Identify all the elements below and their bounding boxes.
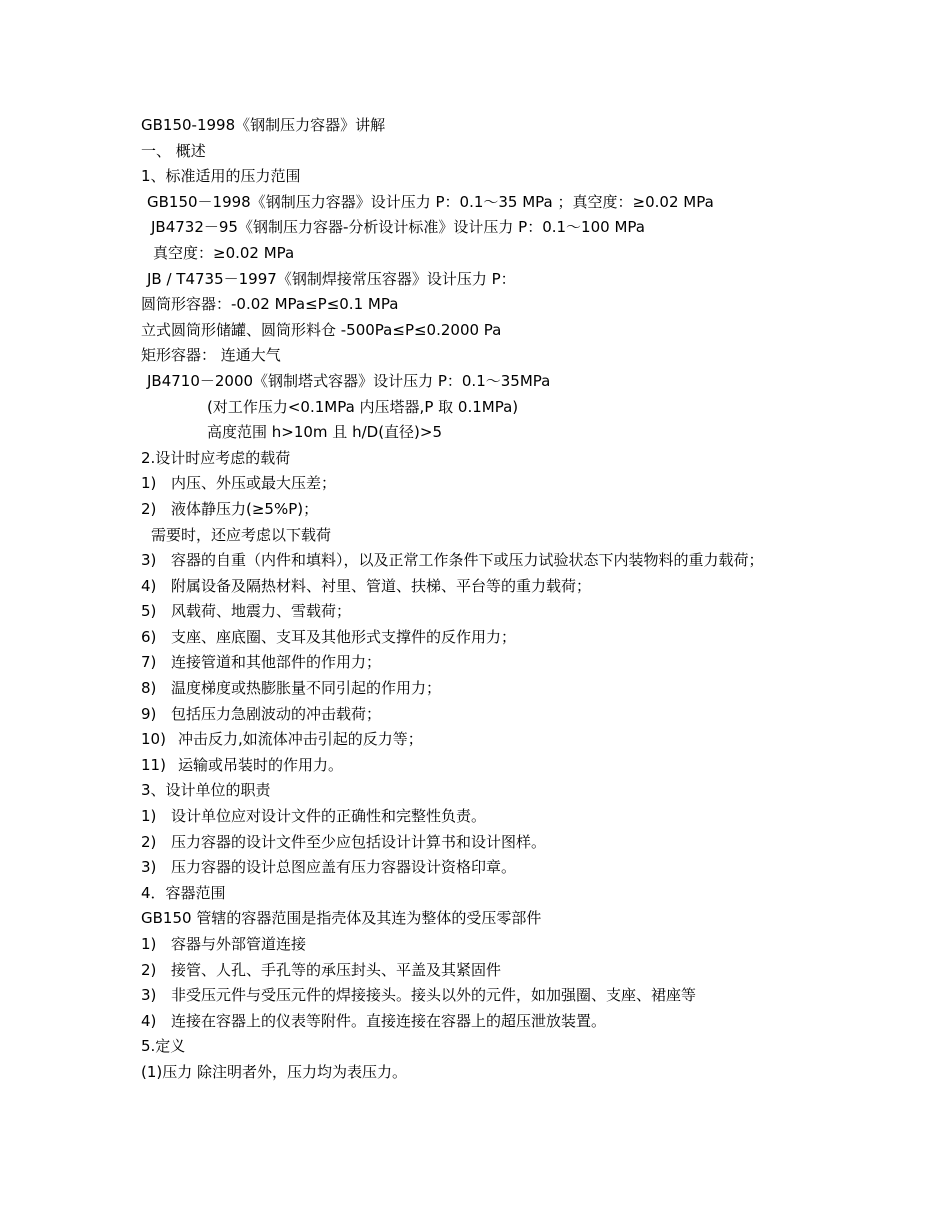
- list-item: [141, 650, 821, 676]
- list-text: 非受压元件与受压元件的焊接接头。接头以外的元件，如加强圈、支座、裙座等: [171, 986, 697, 1005]
- subsection-heading-pressure-range: 1、标准适用的压力范围: [141, 167, 301, 186]
- list-text: 冲击反力,如流体冲击引起的反力等；: [178, 730, 423, 749]
- subsection-heading-duties: 3、设计单位的职责: [141, 781, 271, 800]
- subsection-heading-loads: 2.设计时应考虑的载荷: [141, 448, 291, 467]
- list-text: 风载荷、地震力、雪载荷；: [171, 602, 352, 621]
- tower-pressure-note: (对工作压力<0.1MPa 内压塔器,P 取 0.1MPa): [207, 397, 519, 416]
- list-number: 9): [141, 704, 157, 723]
- list-item: [141, 753, 821, 779]
- list-number: 10): [141, 730, 166, 749]
- list-number: 3): [141, 986, 157, 1005]
- list-text: 压力容器的设计文件至少应包括设计计算书和设计图样。: [171, 832, 547, 851]
- tower-height-note: 高度范围 h>10m 且 h/D(直径)>5: [207, 423, 443, 442]
- standard-gb150: GB150－1998《钢制压力容器》设计压力 P：0.1～35 MPa ；真空度：≥0.02 MPa: [147, 192, 714, 211]
- list-number: 3): [141, 858, 157, 877]
- definition-pressure: (1)压力 除注明者外，压力均为表压力。: [141, 1062, 408, 1081]
- list-item: [141, 548, 821, 574]
- list-number: 6): [141, 627, 157, 646]
- list-item: [141, 574, 821, 600]
- standard-jb4710: JB4710－2000《钢制塔式容器》设计压力 P：0.1～35MPa: [147, 371, 551, 390]
- list-item: [141, 727, 821, 753]
- list-number: 7): [141, 653, 157, 672]
- list-item: [141, 497, 821, 523]
- list-item: [141, 599, 821, 625]
- list-text: 温度梯度或热膨胀量不同引起的作用力；: [171, 679, 442, 698]
- list-number: 2): [141, 832, 157, 851]
- list-text: 液体静压力(≥5%P)；: [171, 499, 319, 518]
- list-number: 1): [141, 935, 157, 953]
- list-item: [141, 958, 821, 984]
- list-number: 2): [141, 960, 157, 979]
- section-heading-overview: 一、 概述: [141, 141, 206, 160]
- standard-jb4732-vacuum: 真空度：≥0.02 MPa: [153, 243, 295, 262]
- list-text: 支座、座底圈、支耳及其他形式支撑件的反作用力；: [171, 627, 517, 646]
- list-number: 1): [141, 807, 157, 826]
- document-title: GB150-1998《钢制压力容器》讲解: [141, 116, 386, 134]
- subsection-heading-definitions: 5.定义: [141, 1037, 186, 1056]
- list-text: 附属设备及隔热材料、衬里、管道、扶梯、平台等的重力载荷；: [171, 576, 592, 595]
- list-number: 11): [141, 755, 166, 774]
- list-number: 8): [141, 679, 157, 698]
- list-number: 4): [141, 1011, 157, 1030]
- list-item: [141, 932, 821, 958]
- list-item: [141, 625, 821, 651]
- standard-jb4732: JB4732－95《钢制压力容器-分析设计标准》设计压力 P：0.1～100 MPa: [151, 218, 645, 237]
- loads-note: 需要时，还应考虑以下载荷: [151, 525, 332, 544]
- list-number: 4): [141, 576, 157, 595]
- list-text: 设计单位应对设计文件的正确性和完整性负责。: [171, 807, 487, 826]
- subsection-heading-scope: 4．容器范围: [141, 883, 226, 902]
- list-text: 接管、人孔、手孔等的承压封头、平盖及其紧固件: [171, 960, 502, 979]
- list-item: [141, 830, 821, 856]
- list-item: [141, 471, 821, 497]
- list-text: 运输或吊装时的作用力。: [178, 755, 344, 774]
- list-text: 包括压力急剧波动的冲击载荷；: [171, 704, 382, 723]
- list-item: [141, 1009, 821, 1035]
- list-number: 3): [141, 551, 157, 570]
- list-number: 2): [141, 499, 157, 518]
- list-item: [141, 702, 821, 728]
- list-item: [141, 855, 821, 881]
- list-text: 容器的自重（内件和填料），以及正常工作条件下或压力试验状态下内装物料的重力载荷；: [171, 551, 764, 570]
- list-text: 压力容器的设计总图应盖有压力容器设计资格印章。: [171, 858, 517, 877]
- scope-intro: GB150 管辖的容器范围是指壳体及其连为整体的受压零部件: [141, 909, 542, 928]
- list-text: 容器与外部管道连接: [171, 935, 307, 953]
- list-item: [141, 983, 821, 1009]
- document-body: [141, 113, 821, 1086]
- rectangular-vessel-range: 矩形容器： 连通大气: [141, 346, 281, 365]
- list-text: 连接管道和其他部件的作用力；: [171, 653, 382, 672]
- cylindrical-vessel-range: 圆筒形容器：-0.02 MPa≤P≤0.1 MPa: [141, 295, 399, 314]
- list-number: 5): [141, 602, 157, 621]
- list-item: [141, 676, 821, 702]
- vertical-tank-range: 立式圆筒形储罐、圆筒形料仓 -500Pa≤P≤0.2000 Pa: [141, 320, 502, 339]
- list-item: [141, 804, 821, 830]
- list-text: 连接在容器上的仪表等附件。直接连接在容器上的超压泄放装置。: [171, 1011, 607, 1030]
- list-number: 1): [141, 474, 157, 493]
- list-text: 内压、外压或最大压差；: [171, 474, 337, 493]
- standard-jb-t4735: JB / T4735－1997《钢制焊接常压容器》设计压力 P：: [147, 269, 516, 288]
